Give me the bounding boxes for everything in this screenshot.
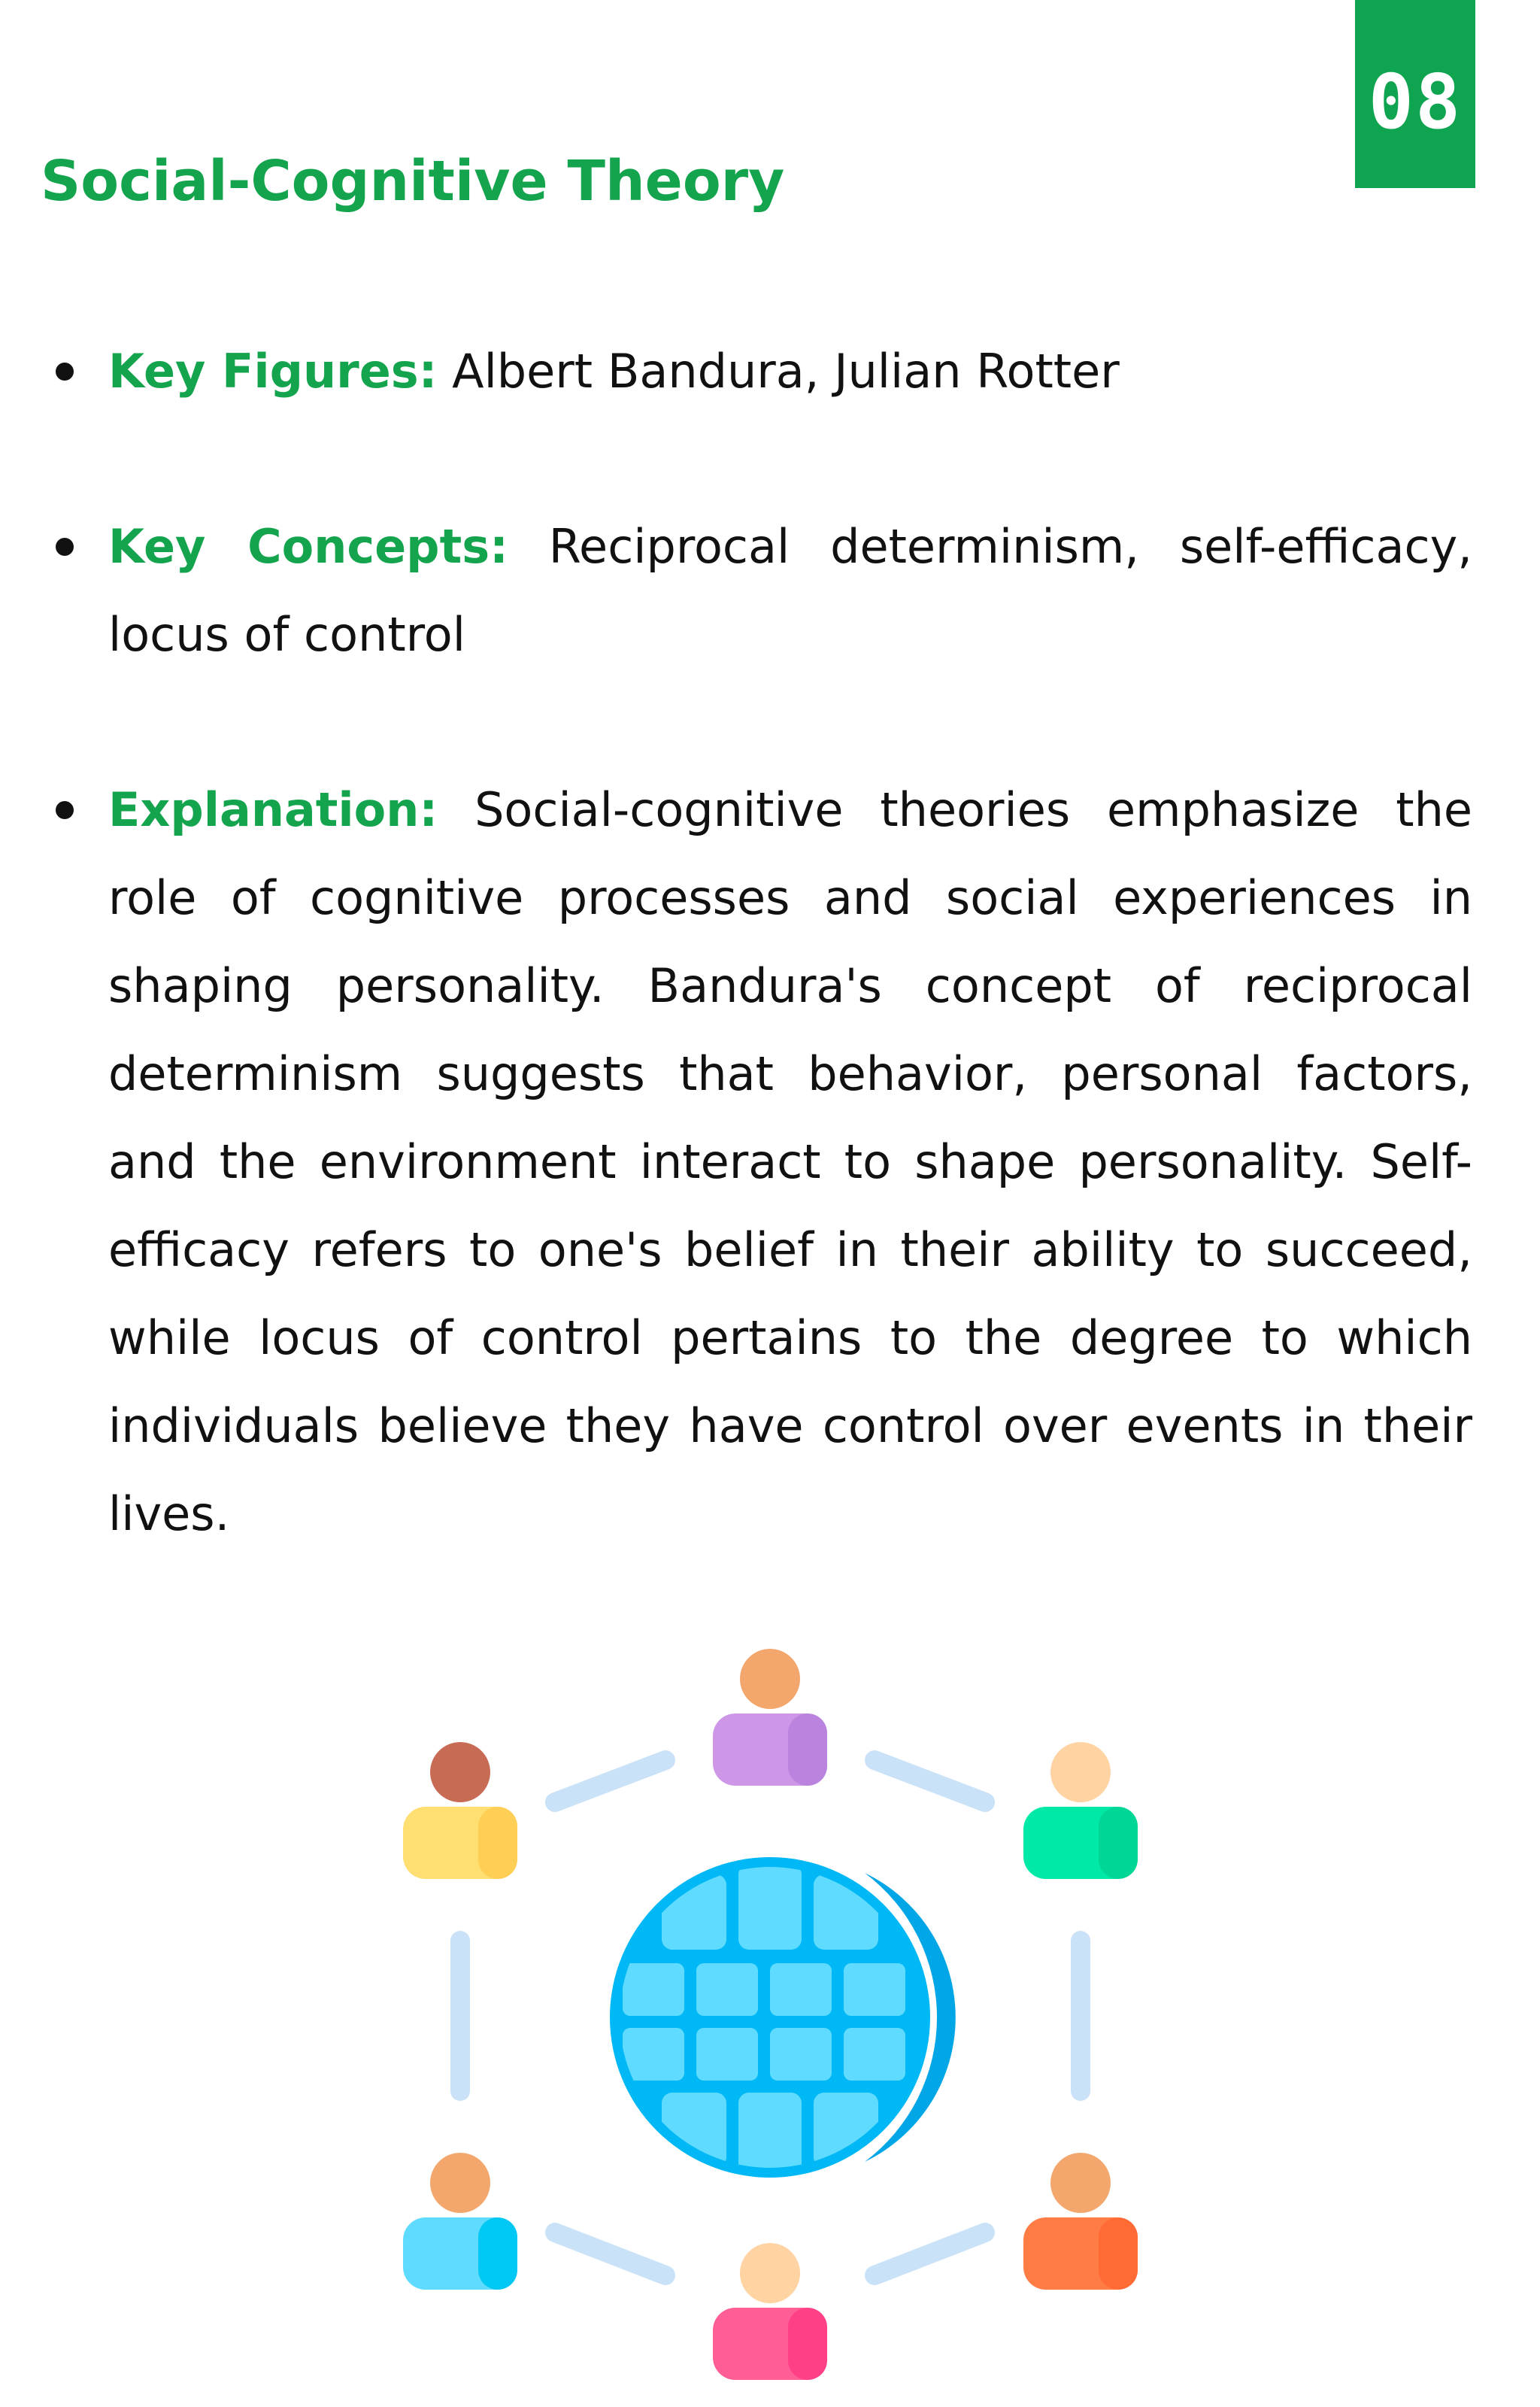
- page-title: Social-Cognitive Theory: [41, 149, 785, 214]
- bullet-text: Reciprocal determinism, self-efficacy, locus of control: [108, 519, 1472, 662]
- person-icon: [713, 2243, 827, 2380]
- bullet-text: Social-cognitive theories emphasize the role of cognitive processes and social experiences in shaping personality. Bandura's concept of reciprocal determinism suggests that behavior, personal factors, and the environment interact to shape personality. Self-efficacy refers to one's belief in their ability to succeed, while locus of control pertains to the degree to which individuals believe they have control over events in their lives.: [108, 782, 1473, 1541]
- connector-line: [875, 1760, 985, 1802]
- connector-line: [555, 2232, 665, 2275]
- bullet-text: Albert Bandura, Julian Rotter: [452, 344, 1120, 399]
- person-icon: [403, 2153, 517, 2290]
- bullet-label: Key Figures:: [108, 344, 438, 399]
- person-icon: [713, 1649, 827, 1786]
- globe-icon: [610, 1857, 956, 2178]
- bullet-label: Key Concepts:: [108, 519, 508, 574]
- person-icon: [1023, 1742, 1138, 1879]
- connector-line: [875, 2232, 985, 2275]
- person-icon: [403, 1742, 517, 1879]
- connector-line: [555, 1760, 665, 1802]
- page-number: 08: [1368, 57, 1463, 146]
- bullet-label: Explanation:: [108, 782, 438, 837]
- person-icon: [1023, 2153, 1138, 2290]
